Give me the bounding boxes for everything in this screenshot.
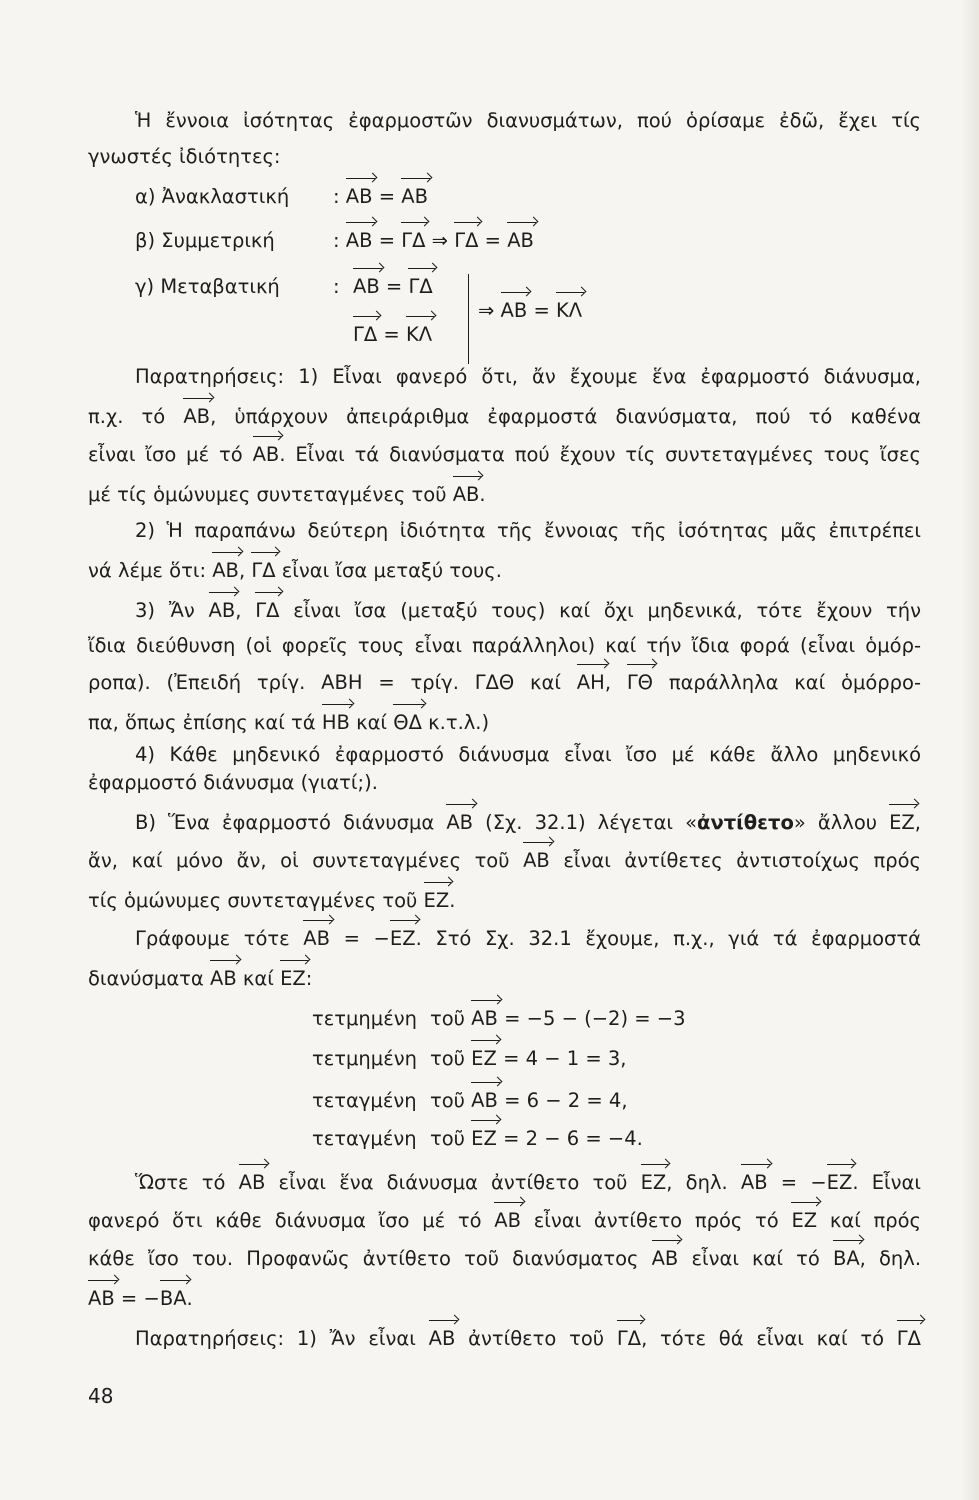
- vector: ΑΒ: [252, 443, 280, 466]
- remarks-line-12: ἐφαρμοστό διάνυσμα (γιατί;).: [88, 771, 378, 794]
- vector: ΕΖ: [826, 1171, 853, 1194]
- remarks-line-10: πα, ὅπως ἐπίσης καί τά ΗΒ καί ΘΔ κ.τ.λ.): [88, 711, 490, 734]
- section-b-line-1: Β) Ἕνα ἐφαρμοστό διάνυσμα ΑΒ (Σχ. 32.1) λέγεται «ἀντίθετο» ἄλλου ΕΖ,: [135, 811, 921, 834]
- vector: ΑΒ: [88, 1287, 115, 1310]
- property-reflexive-label: α) Ἀνακλαστική: [135, 185, 290, 208]
- vector: ΑΒ: [452, 483, 480, 506]
- vector: ΑΒ: [212, 559, 239, 582]
- conclusion-line-1: Ὥστε τό ΑΒ εἶναι ἕνα διάνυσμα ἀντίθετο τοῦ ΕΖ, δηλ. ΑΒ = −ΕΖ. Εἶναι: [135, 1171, 922, 1194]
- vector: ΓΔ: [896, 1327, 921, 1350]
- property-symmetric-label: β) Συμμετρική: [135, 229, 275, 252]
- property-transitive-conclusion: ⇒ ΑΒ = ΚΛ: [478, 299, 583, 322]
- vector: ΑΒ: [401, 185, 428, 208]
- vector: ΑΒ: [303, 927, 330, 950]
- vector: ΕΖ: [471, 1127, 497, 1150]
- vector: ΕΖ: [640, 1171, 667, 1194]
- property-symmetric-formula: : ΑΒ = ΓΔ ⇒ ΓΔ = ΑΒ: [333, 229, 534, 252]
- section-b-line-2: ἄν, καί μόνο ἄν, οἱ συντεταγμένες τοῦ ΑΒ εἶναι ἀντίθετες ἀντιστοίχως πρός: [88, 849, 921, 872]
- remarks-line-9: ροπα). (Ἐπειδή τρίγ. ΑΒΗ = τρίγ. ΓΔΘ καί ΑΗ, ΓΘ παράλληλα καί ὁμόρρο-: [88, 671, 921, 694]
- vector: ΑΒ: [507, 229, 534, 252]
- brace: [458, 274, 469, 364]
- vector: ΒΑ: [159, 1287, 187, 1310]
- coord-row: τετμημένη τοῦ ΕΖ = 4 − 1 = 3,: [312, 1047, 627, 1070]
- vector: ΓΔ: [255, 599, 280, 622]
- vector: ΕΖ: [791, 1209, 818, 1232]
- vector: ΑΒ: [353, 275, 380, 298]
- term-antithetical: ἀντίθετο: [697, 811, 794, 834]
- property-transitive-sep: :: [333, 275, 340, 298]
- coord-row: τετμημένη τοῦ ΑΒ = −5 − (−2) = −3: [312, 1007, 686, 1030]
- vector: ΘΔ: [393, 711, 422, 734]
- vector: ΑΒ: [740, 1171, 768, 1194]
- property-transitive-premise-2: ΓΔ = ΚΛ: [353, 323, 433, 346]
- coord-row: τεταγμένη τοῦ ΑΒ = 6 − 2 = 4,: [312, 1089, 628, 1112]
- section-b-line-4: Γράφουμε τότε ΑΒ = −ΕΖ. Στό Σχ. 32.1 ἔχουμε, π.χ., γιά τά ἐφαρμοστά: [135, 927, 921, 950]
- property-transitive-premise-1: ΑΒ = ΓΔ: [353, 275, 433, 298]
- vector: ΑΒ: [345, 185, 373, 208]
- vector: ΑΗ: [576, 671, 605, 694]
- remarks-line-3: εἶναι ἴσο μέ τό ΑΒ. Εἶναι τά διανύσματα πού ἔχουν τίς συντεταγμένες τους ἴσες: [88, 443, 921, 466]
- remarks-line-11: 4) Κάθε μηδενικό ἐφαρμοστό διάνυσμα εἶναι ἴσο μέ κάθε ἄλλο μηδενικό: [135, 743, 921, 766]
- vector: ΓΔ: [353, 323, 378, 346]
- vector: ΓΔ: [454, 229, 479, 252]
- intro-line-2: γνωστές ἰδιότητες:: [88, 145, 281, 168]
- vector: ΓΔ: [616, 1327, 642, 1350]
- vector: ΑΒ: [523, 849, 550, 872]
- section-b-line-5: διανύσματα ΑΒ καί ΕΖ:: [88, 967, 313, 990]
- vector: ΑΒ: [208, 599, 236, 622]
- remarks-line-8: ἴδια διεύθυνση (οἱ φορεῖς τους εἶναι παράλληλοι) καί τήν ἴδια φορά (εἶναι ὁμόρ-: [88, 634, 921, 657]
- vector: ΕΖ: [280, 967, 306, 990]
- vector: ΑΒ: [428, 1327, 456, 1350]
- vector: ΑΒ: [500, 299, 528, 322]
- remarks-line-6: νά λέμε ὅτι: ΑΒ, ΓΔ εἶναι ἴσα μεταξύ τους.: [88, 559, 502, 582]
- remarks2-line-1: Παρατηρήσεις: 1) Ἄν εἶναι ΑΒ ἀντίθετο τοῦ ΓΔ, τότε θά εἶναι καί τό ΓΔ: [135, 1327, 921, 1350]
- vector: ΗΒ: [321, 711, 350, 734]
- vector: ΑΒ: [238, 1171, 266, 1194]
- vector: ΓΔ: [408, 275, 433, 298]
- vector: ΑΒ: [471, 1089, 498, 1112]
- vector: ΑΒ: [183, 405, 211, 428]
- property-reflexive-formula: : ΑΒ = ΑΒ: [333, 185, 428, 208]
- vector: ΕΖ: [389, 927, 416, 950]
- remarks-line-2: π.χ. τό ΑΒ, ὑπάρχουν ἀπειράριθμα ἐφαρμοστά διανύσματα, πού τό καθένα: [88, 405, 921, 428]
- vector: ΕΖ: [889, 811, 915, 834]
- remarks-line-1: Παρατηρήσεις: 1) Εἶναι φανερό ὅτι, ἄν ἔχουμε ἕνα ἐφαρμοστό διάνυσμα,: [135, 365, 921, 388]
- vector: ΑΒ: [494, 1209, 521, 1232]
- vector: ΒΑ: [832, 1247, 860, 1270]
- conclusion-line-2: φανερό ὅτι κάθε διάνυσμα ἴσο μέ τό ΑΒ εἶναι ἀντίθετο πρός τό ΕΖ καί πρός: [88, 1209, 921, 1232]
- vector: ΓΔ: [401, 229, 426, 252]
- conclusion-line-4: ΑΒ = −ΒΑ.: [88, 1287, 193, 1310]
- vector: ΑΒ: [471, 1007, 498, 1030]
- remarks-line-4: μέ τίς ὁμώνυμες συντεταγμένες τοῦ ΑΒ.: [88, 483, 486, 506]
- vector: ΓΔ: [251, 559, 276, 582]
- vector: ΚΛ: [556, 299, 583, 322]
- coord-row: τεταγμένη τοῦ ΕΖ = 2 − 6 = −4.: [312, 1127, 643, 1150]
- vector: ΑΒ: [345, 229, 373, 252]
- property-transitive-label: γ) Μεταβατική: [135, 275, 280, 298]
- vector: ΚΛ: [405, 323, 433, 346]
- vector: ΓΘ: [626, 671, 654, 694]
- section-b-line-3: τίς ὁμώνυμες συντεταγμένες τοῦ ΕΖ.: [88, 889, 456, 912]
- vector: ΑΒ: [209, 967, 237, 990]
- remarks-line-5: 2) Ἡ παραπάνω δεύτερη ἰδιότητα τῆς ἔννοιας τῆς ἰσότητας μᾶς ἐπιτρέπει: [135, 519, 921, 542]
- vector: ΕΖ: [471, 1047, 497, 1070]
- vector: ΑΒ: [446, 811, 474, 834]
- intro-line-1: Ἡ ἔννοια ἰσότητας ἐφαρμοστῶν διανυσμάτων, πού ὁρίσαμε ἐδῶ, ἔχει τίς: [135, 109, 921, 132]
- page-number: 48: [88, 1384, 114, 1408]
- remarks-line-7: 3) Ἄν ΑΒ, ΓΔ εἶναι ἴσα (μεταξύ τους) καί ὄχι μηδενικά, τότε ἔχουν τήν: [135, 599, 922, 622]
- vector: ΑΒ: [651, 1247, 679, 1270]
- page-edge-shadow: [961, 0, 979, 1500]
- conclusion-line-3: κάθε ἴσο του. Προφανῶς ἀντίθετο τοῦ διανύσματος ΑΒ εἶναι καί τό ΒΑ, δηλ.: [88, 1247, 922, 1270]
- vector: ΕΖ: [423, 889, 450, 912]
